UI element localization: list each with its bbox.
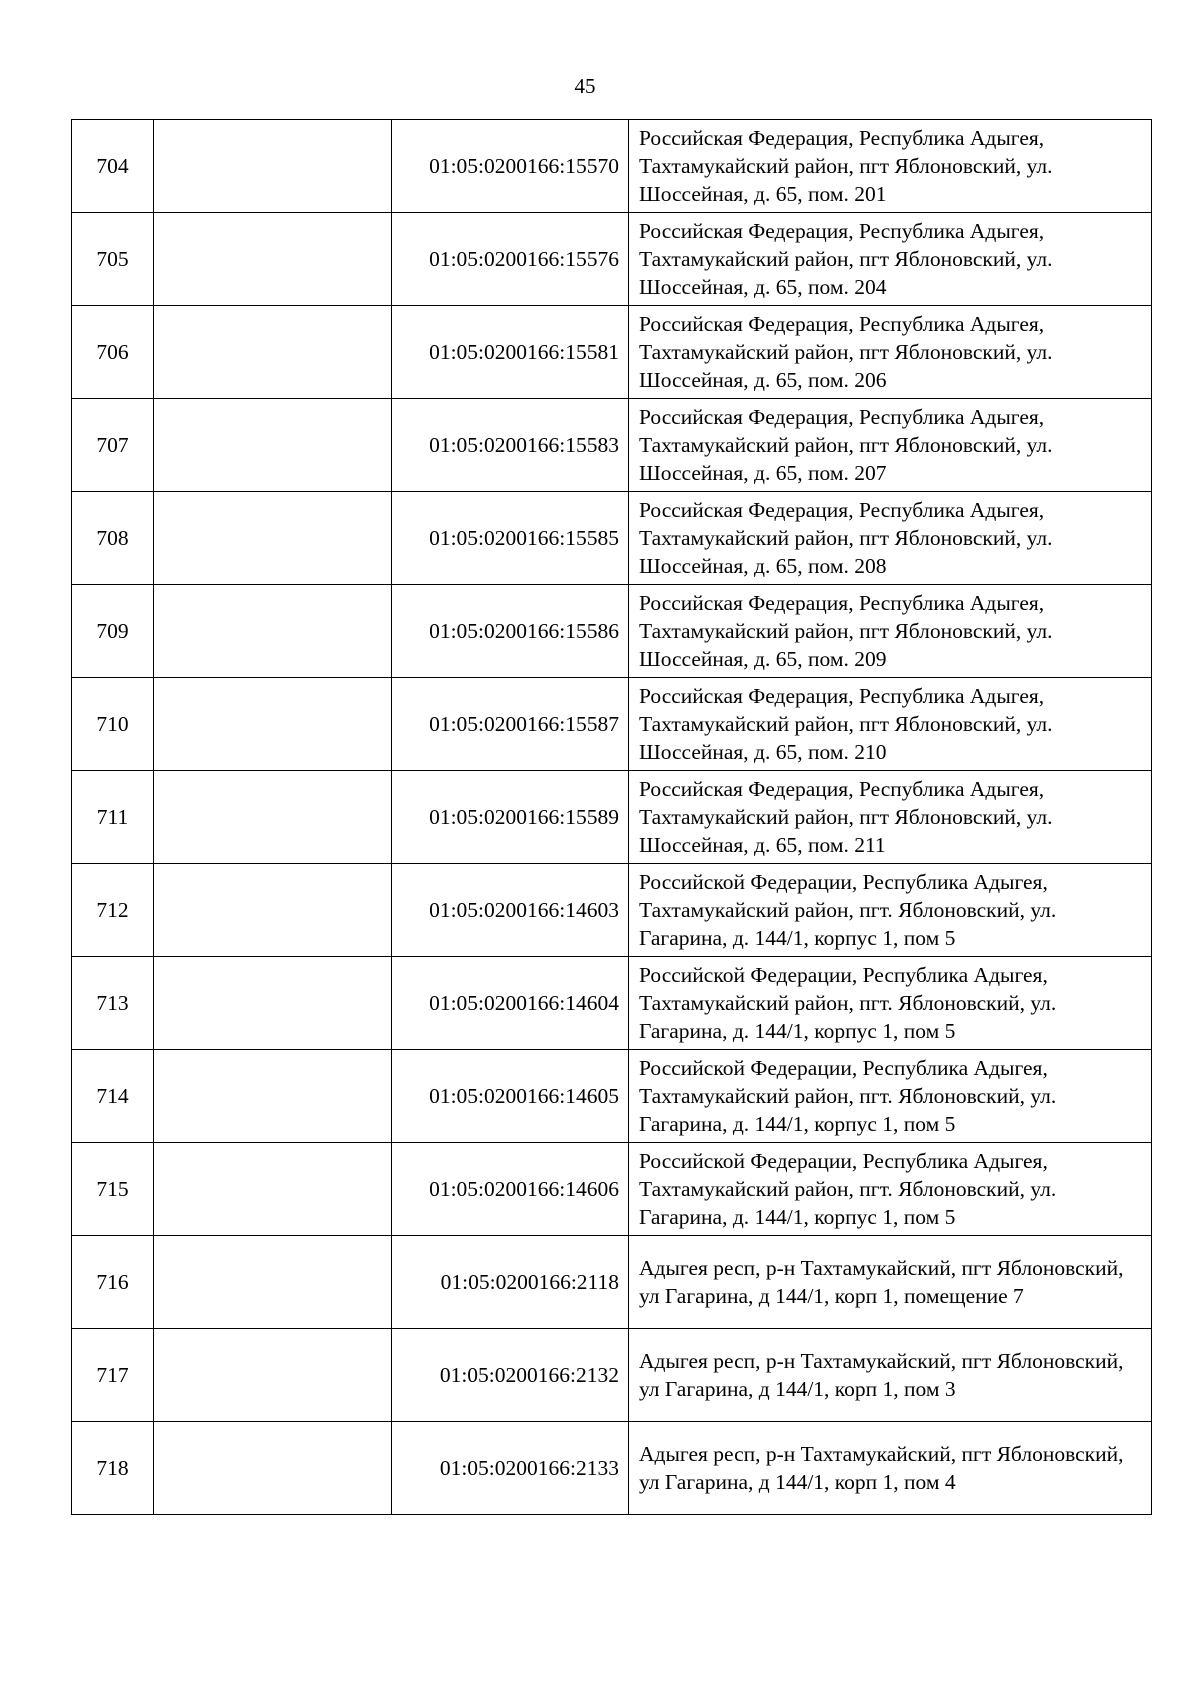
table-row <box>72 306 1152 399</box>
row-number: 709 <box>72 585 154 678</box>
empty-cell <box>154 771 392 864</box>
address: Адыгея респ, р-н Тахтамукайский, пгт Яблоновский, ул Гагарина, д 144/1, корп 1, пом 3 <box>629 1329 1152 1422</box>
row-number: 707 <box>72 399 154 492</box>
table-row <box>72 957 1152 1050</box>
empty-cell <box>154 492 392 585</box>
empty-cell <box>154 1143 392 1236</box>
table-row <box>72 1143 1152 1236</box>
address: Адыгея респ, р-н Тахтамукайский, пгт Яблоновский, ул Гагарина, д 144/1, корп 1, помещение 7 <box>629 1236 1152 1329</box>
empty-cell <box>154 864 392 957</box>
address: Российская Федерация, Республика Адыгея, Тахтамукайский район, пгт Яблоновский, ул. Шоссейная, д. 65, пом. 201 <box>629 120 1152 213</box>
address: Российская Федерация, Республика Адыгея, Тахтамукайский район, пгт Яблоновский, ул. Шоссейная, д. 65, пом. 204 <box>629 213 1152 306</box>
table-row <box>72 492 1152 585</box>
empty-cell <box>154 1236 392 1329</box>
row-number: 714 <box>72 1050 154 1143</box>
empty-cell <box>154 585 392 678</box>
address: Российская Федерация, Республика Адыгея, Тахтамукайский район, пгт Яблоновский, ул. Шоссейная, д. 65, пом. 207 <box>629 399 1152 492</box>
table-row <box>72 213 1152 306</box>
empty-cell <box>154 399 392 492</box>
property-table <box>71 119 1152 1515</box>
table-row <box>72 678 1152 771</box>
address: Российской Федерации, Республика Адыгея, Тахтамукайский район, пгт. Яблоновский, ул. Гагарина, д. 144/1, корпус 1, пом 5 <box>629 1143 1152 1236</box>
cadastral-number: 01:05:0200166:15585 <box>392 492 629 585</box>
table-row <box>72 864 1152 957</box>
address: Российская Федерация, Республика Адыгея, Тахтамукайский район, пгт Яблоновский, ул. Шоссейная, д. 65, пом. 208 <box>629 492 1152 585</box>
cadastral-number: 01:05:0200166:15583 <box>392 399 629 492</box>
address: Российской Федерации, Республика Адыгея, Тахтамукайский район, пгт. Яблоновский, ул. Гагарина, д. 144/1, корпус 1, пом 5 <box>629 864 1152 957</box>
table-row <box>72 1236 1152 1329</box>
row-number: 717 <box>72 1329 154 1422</box>
cadastral-number: 01:05:0200166:14605 <box>392 1050 629 1143</box>
address: Адыгея респ, р-н Тахтамукайский, пгт Яблоновский, ул Гагарина, д 144/1, корп 1, пом 4 <box>629 1422 1152 1515</box>
cadastral-number: 01:05:0200166:2133 <box>392 1422 629 1515</box>
table-row <box>72 120 1152 213</box>
empty-cell <box>154 120 392 213</box>
empty-cell <box>154 957 392 1050</box>
table-row <box>72 1422 1152 1515</box>
empty-cell <box>154 306 392 399</box>
property-table-body <box>72 120 1152 1515</box>
empty-cell <box>154 213 392 306</box>
row-number: 710 <box>72 678 154 771</box>
address: Российской Федерации, Республика Адыгея, Тахтамукайский район, пгт. Яблоновский, ул. Гагарина, д. 144/1, корпус 1, пом 5 <box>629 957 1152 1050</box>
address: Российской Федерации, Республика Адыгея, Тахтамукайский район, пгт. Яблоновский, ул. Гагарина, д. 144/1, корпус 1, пом 5 <box>629 1050 1152 1143</box>
empty-cell <box>154 1422 392 1515</box>
empty-cell <box>154 1329 392 1422</box>
empty-cell <box>154 678 392 771</box>
table-row <box>72 1050 1152 1143</box>
table-row <box>72 399 1152 492</box>
cadastral-number: 01:05:0200166:15586 <box>392 585 629 678</box>
table-row <box>72 771 1152 864</box>
address: Российская Федерация, Республика Адыгея, Тахтамукайский район, пгт Яблоновский, ул. Шоссейная, д. 65, пом. 211 <box>629 771 1152 864</box>
empty-cell <box>154 1050 392 1143</box>
row-number: 711 <box>72 771 154 864</box>
address: Российская Федерация, Республика Адыгея, Тахтамукайский район, пгт Яблоновский, ул. Шоссейная, д. 65, пом. 210 <box>629 678 1152 771</box>
address: Российская Федерация, Республика Адыгея, Тахтамукайский район, пгт Яблоновский, ул. Шоссейная, д. 65, пом. 209 <box>629 585 1152 678</box>
cadastral-number: 01:05:0200166:2132 <box>392 1329 629 1422</box>
row-number: 705 <box>72 213 154 306</box>
row-number: 718 <box>72 1422 154 1515</box>
cadastral-number: 01:05:0200166:2118 <box>392 1236 629 1329</box>
row-number: 715 <box>72 1143 154 1236</box>
cadastral-number: 01:05:0200166:14606 <box>392 1143 629 1236</box>
table-row <box>72 1329 1152 1422</box>
cadastral-number: 01:05:0200166:15587 <box>392 678 629 771</box>
row-number: 712 <box>72 864 154 957</box>
cadastral-number: 01:05:0200166:15581 <box>392 306 629 399</box>
page-number: 45 <box>574 74 596 98</box>
row-number: 713 <box>72 957 154 1050</box>
cadastral-number: 01:05:0200166:15589 <box>392 771 629 864</box>
cadastral-number: 01:05:0200166:15576 <box>392 213 629 306</box>
table-row <box>72 585 1152 678</box>
row-number: 704 <box>72 120 154 213</box>
row-number: 716 <box>72 1236 154 1329</box>
row-number: 706 <box>72 306 154 399</box>
cadastral-number: 01:05:0200166:14603 <box>392 864 629 957</box>
cadastral-number: 01:05:0200166:14604 <box>392 957 629 1050</box>
cadastral-number: 01:05:0200166:15570 <box>392 120 629 213</box>
address: Российская Федерация, Республика Адыгея, Тахтамукайский район, пгт Яблоновский, ул. Шоссейная, д. 65, пом. 206 <box>629 306 1152 399</box>
row-number: 708 <box>72 492 154 585</box>
